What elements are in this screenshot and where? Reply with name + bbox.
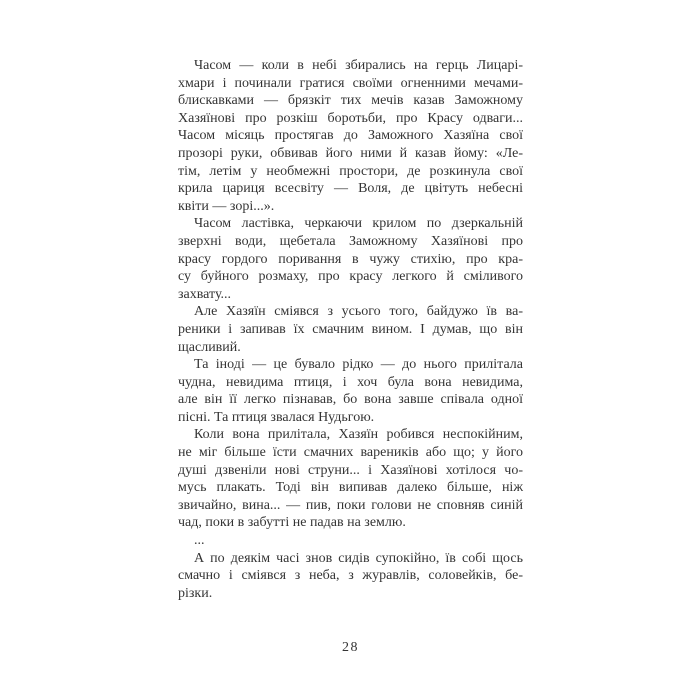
text-line: пісні. Та птиця звалася Нудьгою. bbox=[178, 409, 375, 425]
text-line: душі дзвеніли нові струни... і Хазяїнові хотілося чо- bbox=[178, 462, 523, 478]
text-line: але він її легко пізнавав, бо вона завше співала одної bbox=[178, 392, 523, 408]
text-line: захвату... bbox=[178, 286, 232, 302]
text-line: Але Хазяїн сміявся з усього того, байдужо їв ва- bbox=[194, 304, 523, 320]
page-number: 28 bbox=[342, 640, 359, 655]
text-line: не міг більше їсти смачних вареників або що; у його bbox=[178, 445, 523, 461]
text-line: тім, летім у необмежні простори, де розкинула свої bbox=[178, 163, 523, 179]
text-line: щасливий. bbox=[178, 339, 241, 355]
text-line: Та іноді — це бувало рідко — до нього прилітала bbox=[194, 357, 523, 373]
paragraph bbox=[178, 57, 523, 215]
text-line: А по деякім часі знов сидів супокійно, їв собі щось bbox=[194, 550, 523, 566]
paragraph bbox=[178, 426, 523, 532]
text-line: Коли вона прилітала, Хазяїн робився неспокійним, bbox=[194, 427, 523, 443]
paragraph bbox=[178, 532, 523, 550]
text-line: різки. bbox=[178, 585, 213, 601]
text-line: звичайно, вина... — пив, поки голови не сповняв синій bbox=[178, 497, 523, 513]
text-line: крила цариця всесвіту — Воля, де цвітуть небесні bbox=[178, 181, 523, 197]
text-line: прозорі руки, обвивав його ними й казав йому: «Ле- bbox=[178, 145, 523, 161]
text-line: чудна, невидима птиця, і хоч була вона невидима, bbox=[178, 374, 523, 390]
text-line: квіти — зорі...». bbox=[178, 198, 275, 214]
text-line: реники і запивав їх смачним вином. І думав, що він bbox=[178, 321, 523, 337]
paragraph bbox=[178, 550, 523, 603]
text-line: смачно і сміявся з неба, з журавлів, соловейків, бе- bbox=[178, 568, 523, 584]
paragraph bbox=[178, 356, 523, 426]
text-line: Часом — коли в небі збирались на герць Лицарі- bbox=[194, 58, 523, 73]
text-line: зверхні води, щебетала Заможному Хазяїнові про bbox=[178, 233, 523, 249]
text-line: красу гордого поривання в чужу стихію, про кра- bbox=[178, 251, 523, 267]
text-line: хмари і починали гратися своїми огненними мечами- bbox=[178, 75, 523, 91]
text-line: ... bbox=[194, 533, 205, 549]
text-line: чад, поки в забутті не падав на землю. bbox=[178, 515, 406, 531]
text-line: мусь плакать. Тоді він випивав далеко більше, ніж bbox=[178, 480, 523, 496]
body-text bbox=[178, 57, 523, 602]
text-line: Хазяїнові про розкіш боротьби, про Красу одваги... bbox=[178, 110, 523, 126]
text-line: блискавками — брязкіт тих мечів казав Заможному bbox=[178, 93, 523, 109]
text-line: су буйного розмаху, про красу легкого й сміливого bbox=[178, 269, 523, 285]
text-line: Часом місяць простягав до Заможного Хазяїна свої bbox=[178, 128, 523, 144]
paragraph bbox=[178, 303, 523, 356]
paragraph bbox=[178, 215, 523, 303]
text-line: Часом ластівка, черкаючи крилом по дзеркальній bbox=[194, 216, 523, 232]
